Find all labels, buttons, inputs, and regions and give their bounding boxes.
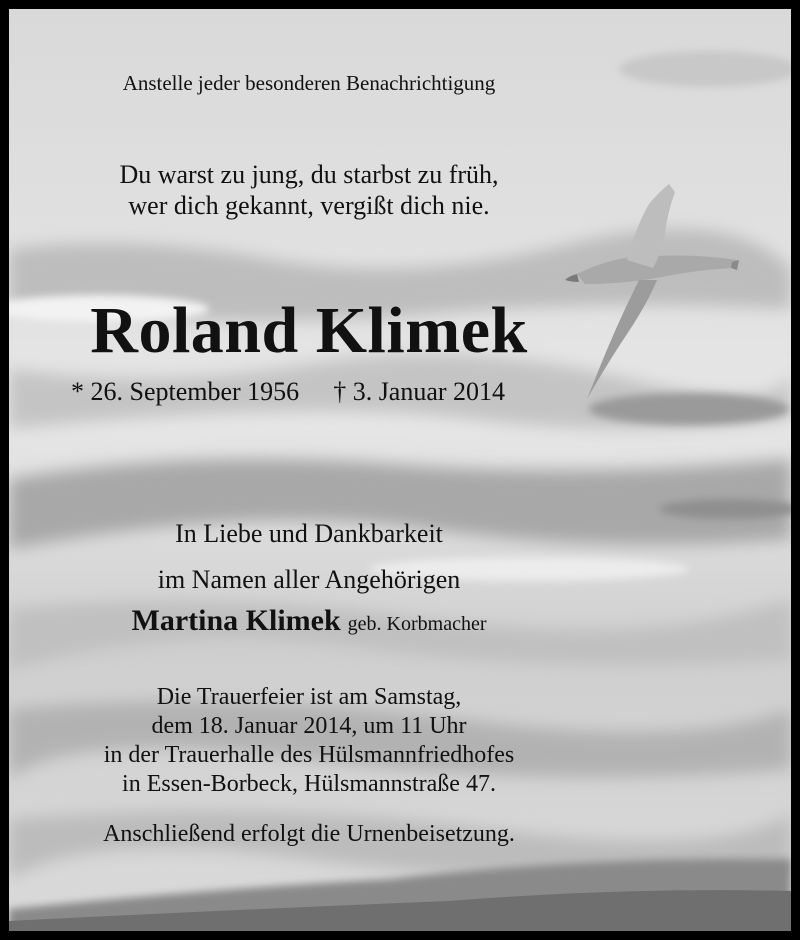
- service-details: [9, 683, 609, 799]
- memorial-quote: [9, 159, 609, 221]
- relatives-line: im Namen aller Angehörigen: [157, 565, 461, 594]
- quote-line: Du warst zu jung, du starbst zu früh,: [119, 160, 499, 189]
- service-line: dem 18. Januar 2014, um 11 Uhr: [151, 713, 467, 739]
- mourner-name: Martina Klimek: [131, 604, 341, 637]
- service-line: in Essen-Borbeck, Hülsmannstraße 47.: [122, 771, 496, 797]
- mourner-birthname: geb. Korbmacher: [347, 613, 487, 635]
- life-dates: [71, 377, 505, 407]
- mourner: [9, 604, 609, 638]
- service-line: Die Trauerfeier ist am Samstag,: [156, 684, 462, 710]
- love-line: In Liebe und Dankbarkeit: [175, 519, 443, 548]
- header-line: Anstelle jeder besonderen Benachrichtigung: [122, 71, 496, 95]
- quote-line: wer dich gekannt, vergißt dich nie.: [128, 191, 490, 220]
- death-date: † 3. Januar 2014: [333, 377, 506, 406]
- burial-note: Anschließend erfolgt die Urnenbeisetzung.: [103, 821, 515, 847]
- service-line: in der Trauerhalle des Hülsmannfriedhofes: [103, 742, 515, 768]
- birth-date: * 26. September 1956: [71, 377, 300, 406]
- deceased-name: Roland Klimek: [90, 294, 528, 367]
